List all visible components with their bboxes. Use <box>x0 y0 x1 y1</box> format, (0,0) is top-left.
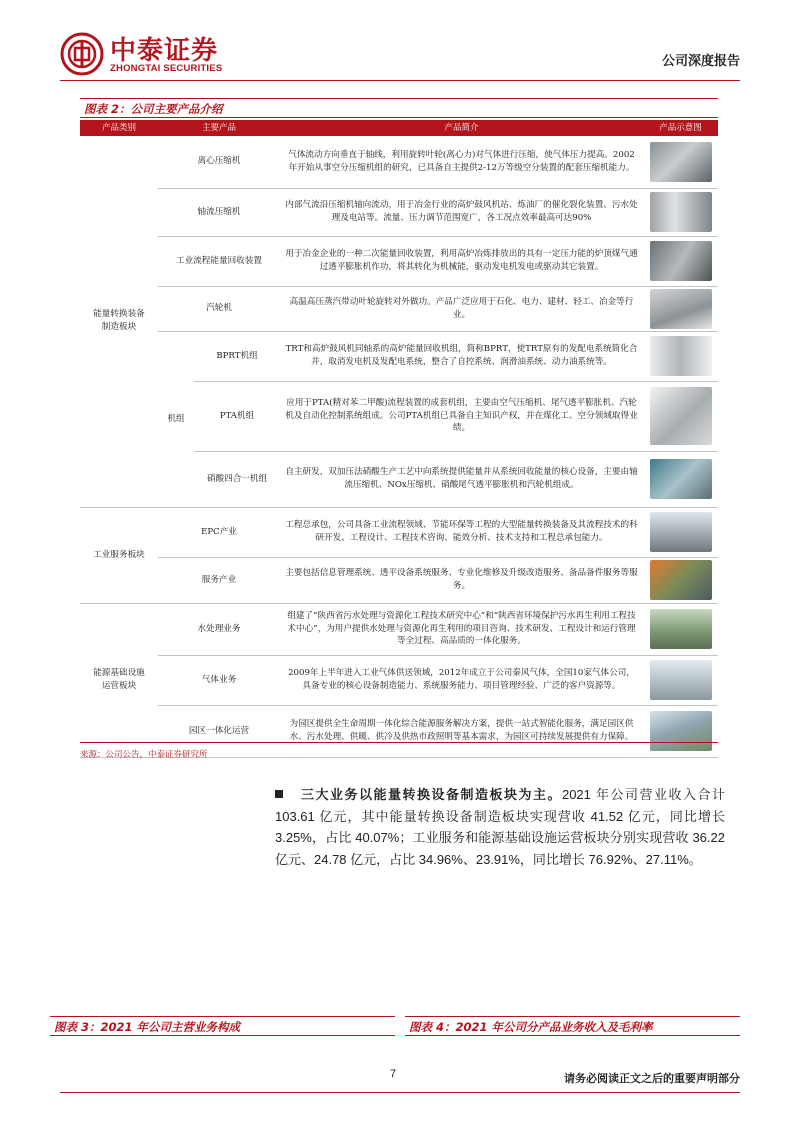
trt-image <box>650 241 712 281</box>
column-header: 产品类别 <box>80 120 158 136</box>
figure2-title-bar <box>80 98 718 118</box>
product-cell: 水处理业务 <box>158 603 280 655</box>
description-cell: 2009年上半年进入工业气体供送领域，2012年成立于公司秦风气体，全国10家气体公司，具备专业的核心设备制造能力、系统服务能力、项目管理经验、广泛的客户资源等。 <box>280 655 643 705</box>
page-number: 7 <box>390 1068 397 1080</box>
pta-image <box>650 387 712 445</box>
product-cell: 气体业务 <box>158 655 280 705</box>
column-header: 产品简介 <box>280 120 643 136</box>
report-type: 公司深度报告 <box>661 54 740 69</box>
gas-image <box>650 660 712 700</box>
body-paragraph <box>275 784 725 870</box>
description-cell: 高温高压蒸汽带动叶轮旋转对外做功。产品广泛应用于石化、电力、建材、轻工、冶金等行业。 <box>280 286 643 331</box>
figure2-source: 来源：公司公告，中泰证券研究所 <box>80 750 208 760</box>
table-row <box>80 188 718 236</box>
description-cell: 内部气流沿压缩机轴向流动，用于冶金行业的高炉鼓风机站、炼油厂的催化裂化装置、污水处理及电站等。流量、压力调节范围宽广，各工况点效率最高可达90% <box>280 188 643 236</box>
description-cell: 自主研发，双加压法硝酸生产工艺中向系统提供能量并从系统回收能量的核心设备，主要由轴流压缩机、NOx压缩机、硝酸尾气透平膨胀机和汽轮机组成。 <box>280 451 643 507</box>
figure4-title-bar <box>405 1016 740 1036</box>
table-row <box>80 136 718 188</box>
logo-text-cn: 中泰证券 <box>110 36 219 66</box>
paragraph-lead: 三大业务以能量转换设备制造板块为主。 <box>301 787 562 802</box>
epc-image <box>650 512 712 552</box>
service-image <box>650 560 712 600</box>
description-cell: TRT和高炉鼓风机同轴系的高炉能量回收机组，简称BPRT，使TRT原有的发配电系统简化合并，取消发电机及发配电系统，整合了自控系统、润滑油系统、动力油系统等。 <box>280 331 643 381</box>
product-cell: 硝酸四合一机组 <box>194 451 280 507</box>
figure2-title: 图表 2：公司主要产品介绍 <box>84 102 223 116</box>
table-row <box>80 557 718 603</box>
header-divider <box>60 80 740 81</box>
turbine-image <box>650 289 712 329</box>
figure3-title: 图表 3：2021 年公司主营业务构成 <box>54 1020 241 1034</box>
source-divider <box>80 742 718 743</box>
product-cell: 汽轮机 <box>158 286 280 331</box>
figure3-title-bar <box>50 1016 395 1036</box>
table-row <box>80 236 718 286</box>
axial-compressor-image <box>650 192 712 232</box>
category-cell: 能量转换装备制造板块 <box>80 136 158 507</box>
description-cell: 应用于PTA(精对苯二甲酸)流程装置的成套机组，主要由空气压缩机、尾气透平膨胀机、汽轮机及自动化控制系统组成。公司PTA机组已具备自主知识产权，并在煤化工、空分领域取得业绩。 <box>280 381 643 451</box>
column-header: 产品示意图 <box>643 120 718 136</box>
column-header: 主要产品 <box>158 120 280 136</box>
product-cell: 服务产业 <box>158 557 280 603</box>
product-cell: PTA机组 <box>194 381 280 451</box>
description-cell: 主要包括信息管理系统、透平设备系统服务、专业化维修及升级改造服务、备品备件服务等服务。 <box>280 557 643 603</box>
products-table <box>80 120 718 758</box>
description-cell: 工程总承包，公司具备工业流程领域、节能环保等工程的大型能量转换装备及其流程技术的科研开发、工程设计、工程技术咨询、能效分析、技术支持和工程总承包能力。 <box>280 507 643 557</box>
product-cell: EPC产业 <box>158 507 280 557</box>
table-row <box>80 507 718 557</box>
compressor-image <box>650 142 712 182</box>
table-row <box>80 603 718 655</box>
description-cell: 用于冶金企业的一种二次能量回收装置，利用高炉冶炼排放出的具有一定压力能的炉顶煤气通过透平膨胀机作功，将其转化为机械能，驱动发电机发电或驱动其它装置。 <box>280 236 643 286</box>
product-cell: BPRT机组 <box>194 331 280 381</box>
product-cell: 轴流压缩机 <box>158 188 280 236</box>
table-header-row <box>80 120 718 136</box>
footer-divider <box>60 1092 740 1093</box>
product-cell: 园区一体化运营 <box>158 705 280 757</box>
table-row <box>80 331 718 381</box>
report-header <box>60 28 740 88</box>
subcategory-cell: 机组 <box>158 331 194 507</box>
park-image <box>650 711 712 751</box>
category-cell: 能源基础设施运营板块 <box>80 603 158 757</box>
disclaimer-text: 请务必阅读正文之后的重要声明部分 <box>564 1072 740 1085</box>
description-cell: 气体流动方向垂直于轴线，利用旋转叶轮(离心力)对气体进行压缩，使气体压力提高。2002年开始从事空分压缩机组的研究，已具备自主提供2-12万等级空分装置的配套压缩机能力。 <box>280 136 643 188</box>
figure4-title: 图表 4：2021 年公司分产品业务收入及毛利率 <box>409 1020 653 1034</box>
water-image <box>650 609 712 649</box>
description-cell: 为园区提供全生命周期一体化综合能源服务解决方案，提供一站式智能化服务，满足园区供水、污水处理、供暖、供冷及供热市政照明等基本需求，为园区可持续发展提供有力保障。 <box>280 705 643 757</box>
subcategory-cell: 工业流程能量回收装置 <box>158 236 280 286</box>
product-cell: 离心压缩机 <box>158 136 280 188</box>
zhongtai-logo-icon <box>60 32 104 76</box>
nitric-image <box>650 459 712 499</box>
table-row <box>80 286 718 331</box>
table-row <box>80 655 718 705</box>
paragraph-text: 2021 年公司营业收入合计 103.61 亿元，其中能量转换设备制造板块实现营收 41.52 亿元，同比增长 3.25%，占比 40.07%；工业服务和能源基础设施运营板块分别实现营收 36.22 亿元、24.78 亿元，占比 34.96%、23.91%，同比增长 76.92%、27.11%。 <box>275 787 725 867</box>
category-cell: 工业服务板块 <box>80 507 158 603</box>
logo-text-en: ZHONGTAI SECURITIES <box>110 63 223 74</box>
description-cell: 组建了“陕西省污水处理与资源化工程技术研究中心”和“陕西省环境保护污水再生利用工程技术中心”，为用户提供水处理与资源化再生利用的项目咨询、技术研发、工程设计和运行管理等全过程、高品质的一体化服务。 <box>280 603 643 655</box>
bprt-image <box>650 336 712 376</box>
